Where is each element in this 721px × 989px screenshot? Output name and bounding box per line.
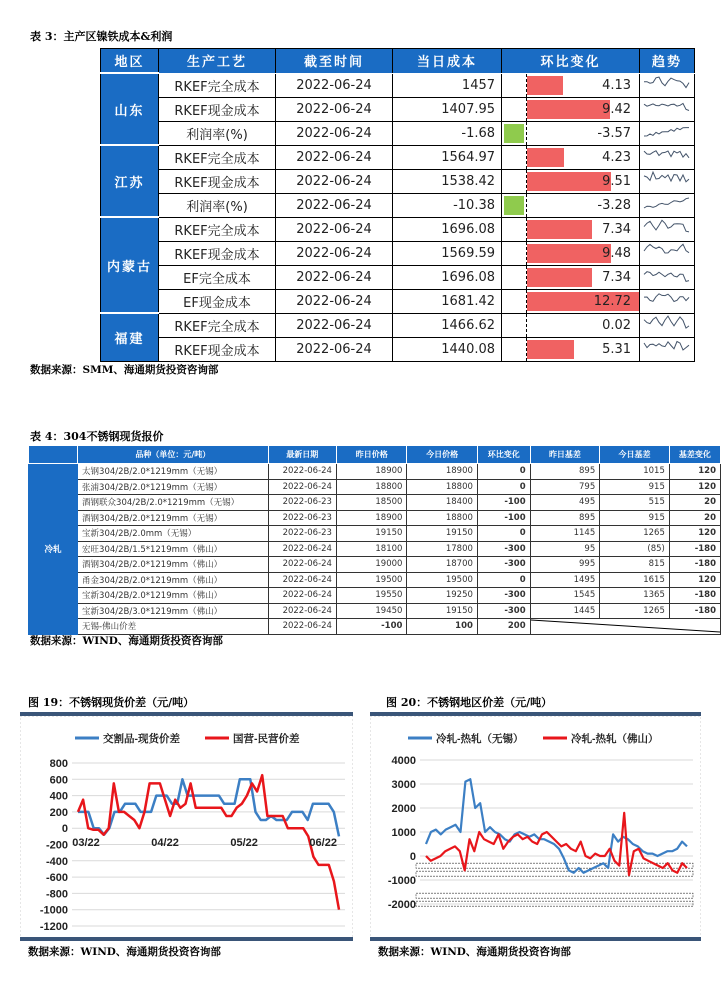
basis-change-cell: -180 [669,588,720,604]
negative-bar-cell [502,265,527,289]
col-header [29,446,78,464]
change-cell [527,193,640,217]
product-cell: 酒钢304/2B/2.0*1219mm（佛山） [78,557,269,573]
chart19-title: 图 19：不锈钢现货价差（元/吨） [28,696,195,709]
trend-sparkline [642,194,692,213]
date-cell: 2022-06-24 [276,289,393,313]
date-cell: 2022-06-24 [276,313,393,337]
negative-bar-cell [502,193,527,217]
table-row [101,193,695,217]
region-cell: 山东 [101,73,159,145]
table-row [101,337,695,361]
yesterday-price-cell: 18800 [336,479,406,495]
trend-cell [640,145,695,169]
y-tick-label: -800 [45,888,68,901]
today-basis-cell: 915 [600,479,670,495]
date-cell: 2022-06-23 [268,526,336,542]
yesterday-price-cell: 18900 [336,464,406,480]
cost-cell: 1696.08 [393,265,502,289]
trend-cell [640,169,695,193]
date-cell: 2022-06-24 [276,337,393,361]
change-value: 4.13 [602,77,632,93]
today-basis-cell: 1365 [600,588,670,604]
yesterday-price-cell: 18100 [336,541,406,557]
today-price-cell: 19500 [407,572,477,588]
product-cell: 酒钢304/2B/2.0*1219mm（无锡） [78,510,269,526]
table-row [29,557,721,573]
chart20-title: 图 20：不锈钢地区价差（元/吨） [386,696,553,709]
product-cell: 太钢304/2B/2.0*1219mm（无锡） [78,464,269,480]
change-value: 0.02 [602,317,632,333]
negative-bar-cell [502,145,527,169]
date-cell: 2022-06-24 [276,193,393,217]
col-header: 昨日价格 [336,446,406,464]
today-price-cell: 19150 [407,603,477,619]
change-value: 9.51 [602,173,632,189]
process-cell: EF完全成本 [159,265,276,289]
table-row [101,145,695,169]
date-cell: 2022-06-24 [268,603,336,619]
chart19-frame [20,712,353,941]
yesterday-price-cell: 19450 [336,603,406,619]
yesterday-basis-cell: 895 [530,510,600,526]
yesterday-price-cell: 19550 [336,588,406,604]
price-change-cell: 0 [477,464,530,480]
y-tick-label: 4000 [391,755,416,767]
col-header: 最新日期 [268,446,336,464]
table-row [29,541,721,557]
yesterday-price-cell: -100 [336,619,406,635]
cost-cell: -10.38 [393,193,502,217]
yesterday-price-cell: 19500 [336,572,406,588]
negative-bar-cell [502,97,527,121]
basis-change-cell: 120 [669,572,720,588]
table-row [101,217,695,241]
date-cell: 2022-06-24 [268,557,336,573]
yesterday-price-cell: 19150 [336,526,406,542]
y-tick-label: 200 [49,806,68,819]
today-basis-cell: 1265 [600,526,670,542]
change-value: 4.23 [602,149,632,165]
process-cell: RKEF完全成本 [159,73,276,97]
today-basis-cell: 515 [600,495,670,511]
trend-cell [640,97,695,121]
nickel-pig-iron-cost-table [100,48,695,362]
date-cell: 2022-06-24 [268,464,336,480]
table3-caption: 表 3：主产区镍铁成本&利润 [30,30,173,43]
y-tick-label: 0 [409,851,416,863]
change-value: -3.57 [597,125,632,141]
spot-spread-line-chart [20,716,353,941]
trend-sparkline [642,338,692,357]
date-cell: 2022-06-24 [276,97,393,121]
col-header: 环比变化 [477,446,530,464]
date-cell: 2022-06-24 [268,619,336,635]
yesterday-basis-cell: 1145 [530,526,600,542]
y-tick-label: -600 [45,872,68,885]
change-cell [527,73,640,97]
legend-label: 冷轧-热轧（无锡） [436,733,524,745]
price-change-cell: 200 [477,619,530,635]
yesterday-basis-cell: 995 [530,557,600,573]
process-cell: 利润率(%) [159,193,276,217]
date-cell: 2022-06-24 [268,479,336,495]
header-row [101,49,695,74]
trend-sparkline [642,146,692,165]
cost-cell: 1466.62 [393,313,502,337]
process-cell: RKEF现金成本 [159,337,276,361]
price-change-cell: 0 [477,572,530,588]
change-value: 7.34 [602,221,632,237]
today-basis-cell: 915 [600,510,670,526]
category-cell: 冷轧 [29,464,78,635]
x-tick-label: 06/22 [309,837,337,850]
y-tick-label: 1000 [391,827,416,839]
change-cell [527,289,640,313]
price-change-cell: 0 [477,479,530,495]
trend-sparkline [642,218,692,237]
negative-bar-cell [502,289,527,313]
today-price-cell: 18800 [407,479,477,495]
product-cell: 甬金304/2B/2.0*1219mm（佛山） [78,572,269,588]
process-cell: RKEF完全成本 [159,313,276,337]
product-cell: 无锡-佛山价差 [78,619,269,635]
empty-diagonal-cell [530,619,720,635]
col-header: 生产工艺 [159,49,276,74]
table-row [101,241,695,265]
negative-bar [504,124,524,143]
col-header: 基差变化 [669,446,720,464]
basis-change-cell: -180 [669,603,720,619]
negative-bar [504,196,524,215]
table-row [101,169,695,193]
process-cell: EF现金成本 [159,289,276,313]
trend-sparkline [642,122,692,141]
trend-sparkline [642,290,692,309]
yesterday-basis-cell: 1495 [530,572,600,588]
col-header: 趋势 [640,49,695,74]
product-cell: 宏旺304/2B/1.5*1219mm（佛山） [78,541,269,557]
date-cell: 2022-06-24 [276,73,393,97]
price-change-cell: -300 [477,603,530,619]
cost-cell: 1696.08 [393,217,502,241]
yesterday-basis-cell: 795 [530,479,600,495]
regional-spread-line-chart [370,716,701,941]
y-tick-label: 800 [49,758,68,770]
yesterday-price-cell: 18900 [336,510,406,526]
date-cell: 2022-06-23 [268,510,336,526]
trend-sparkline [642,170,692,189]
negative-bar-cell [502,337,527,361]
yesterday-basis-cell: 495 [530,495,600,511]
table-row [29,495,721,511]
today-basis-cell: (85) [600,541,670,557]
table-row [29,510,721,526]
table-row [29,526,721,542]
change-cell [527,169,640,193]
change-value: 12.72 [593,293,632,309]
legend-label: 冷轧-热轧（佛山） [571,733,659,745]
yesterday-basis-cell: 1445 [530,603,600,619]
trend-cell [640,265,695,289]
header-row [29,446,721,464]
today-basis-cell: 815 [600,557,670,573]
trend-cell [640,73,695,97]
y-tick-label: -2000 [387,899,416,911]
process-cell: RKEF现金成本 [159,241,276,265]
trend-cell [640,121,695,145]
today-price-cell: 19150 [407,526,477,542]
product-cell: 酒钢联众304/2B/2.0*1219mm（无锡） [78,495,269,511]
trend-sparkline [642,266,692,285]
price-change-cell: -100 [477,510,530,526]
negative-bar-cell [502,169,527,193]
price-change-cell: 0 [477,526,530,542]
trend-cell [640,313,695,337]
yesterday-price-cell: 19000 [336,557,406,573]
process-cell: RKEF现金成本 [159,97,276,121]
region-cell: 福建 [101,313,159,361]
table-row [29,572,721,588]
table-row [29,603,721,619]
change-value: -3.28 [597,197,632,213]
cost-cell: 1569.59 [393,241,502,265]
cost-cell: 1681.42 [393,289,502,313]
y-tick-label: 400 [49,790,68,803]
process-cell: RKEF现金成本 [159,169,276,193]
y-tick-label: 0 [61,823,68,836]
basis-change-cell: 20 [669,495,720,511]
y-tick-label: 3000 [391,779,416,791]
product-cell: 宝新304/2B/2.0*1219mm（佛山） [78,588,269,604]
today-price-cell: 19250 [407,588,477,604]
price-change-cell: -300 [477,541,530,557]
price-change-cell: -300 [477,588,530,604]
today-price-cell: 18400 [407,495,477,511]
change-cell [527,121,640,145]
today-basis-cell: 1615 [600,572,670,588]
col-header: 当日成本 [393,49,502,74]
negative-bar-cell [502,73,527,97]
table-row [101,289,695,313]
today-price-cell: 100 [407,619,477,635]
trend-sparkline [642,242,692,261]
change-cell [527,97,640,121]
change-cell [527,337,640,361]
negative-bar-cell [502,313,527,337]
table-row [101,265,695,289]
table-row [29,479,721,495]
product-cell: 张浦304/2B/2.0*1219mm（无锡） [78,479,269,495]
y-tick-label: -1000 [387,875,416,887]
negative-bar-cell [502,217,527,241]
y-tick-label: 600 [49,774,68,787]
change-cell [527,217,640,241]
y-tick-label: -200 [45,839,68,852]
chart20-frame [370,712,701,941]
basis-change-cell: 20 [669,510,720,526]
x-tick-label: 05/22 [230,837,258,850]
trend-sparkline [642,98,692,117]
col-header: 今日基差 [600,446,670,464]
yesterday-basis-cell: 895 [530,464,600,480]
price-change-cell: -100 [477,495,530,511]
today-basis-cell: 1265 [600,603,670,619]
cost-cell: 1407.95 [393,97,502,121]
legend-label: 国营-民营价差 [233,733,300,745]
chart19-source-bar [20,937,353,963]
yesterday-price-cell: 18500 [336,495,406,511]
basis-change-cell: -180 [669,541,720,557]
col-header: 截至时间 [276,49,393,74]
date-cell: 2022-06-24 [268,572,336,588]
date-cell: 2022-06-24 [268,541,336,557]
negative-bar-cell [502,241,527,265]
today-price-cell: 18900 [407,464,477,480]
trend-cell [640,241,695,265]
y-tick-label: -400 [45,855,68,868]
date-cell: 2022-06-24 [276,241,393,265]
product-cell: 宝新304/2B/2.0mm（无锡） [78,526,269,542]
chart20-source-bar [370,937,701,963]
trend-cell [640,193,695,217]
table-row [101,121,695,145]
cost-cell: 1538.42 [393,169,502,193]
table4-caption: 表 4：304不锈钢现货报价 [30,430,164,443]
date-cell: 2022-06-24 [276,265,393,289]
table-row [101,73,695,97]
yesterday-basis-cell: 1545 [530,588,600,604]
change-value: 5.31 [602,341,632,357]
trend-cell [640,217,695,241]
basis-change-cell: 120 [669,479,720,495]
negative-bar-cell [502,121,527,145]
diagonal-line [531,619,720,633]
today-basis-cell: 1015 [600,464,670,480]
y-tick-label: 2000 [391,803,416,815]
table-row [29,464,721,480]
yesterday-basis-cell: 95 [530,541,600,557]
basis-change-cell: 120 [669,526,720,542]
trend-sparkline [642,74,692,93]
change-cell [527,313,640,337]
table-row [101,97,695,121]
date-cell: 2022-06-24 [276,169,393,193]
cost-cell: 1564.97 [393,145,502,169]
date-cell: 2022-06-24 [276,217,393,241]
today-price-cell: 17800 [407,541,477,557]
x-tick-label: 03/22 [72,837,100,850]
legend-label: 交割品-现货价差 [103,733,180,745]
col-header: 昨日基差 [530,446,600,464]
cost-cell: -1.68 [393,121,502,145]
col-header: 今日价格 [407,446,477,464]
date-cell: 2022-06-23 [268,495,336,511]
process-cell: 利润率(%) [159,121,276,145]
table3-source: 数据来源：SMM、海通期货投资咨询部 [30,364,219,376]
cost-cell: 1457 [393,73,502,97]
region-cell: 内蒙古 [101,217,159,313]
stainless-spot-price-table [28,445,721,635]
trend-sparkline [642,314,692,333]
col-header: 环比变化 [502,49,640,74]
y-tick-label: -1000 [39,904,68,917]
today-price-cell: 18800 [407,510,477,526]
change-cell [527,145,640,169]
change-cell [527,265,640,289]
date-cell: 2022-06-24 [268,588,336,604]
table-row [101,313,695,337]
table-row [29,619,721,635]
col-header: 品种（单位：元/吨） [78,446,269,464]
date-cell: 2022-06-24 [276,145,393,169]
basis-change-cell: -180 [669,557,720,573]
table4-source: 数据来源：WIND、海通期货投资咨询部 [30,635,223,647]
trend-cell [640,337,695,361]
change-value: 7.34 [602,269,632,285]
col-header: 地区 [101,49,159,74]
process-cell: RKEF完全成本 [159,217,276,241]
chart19-source: 数据来源：WIND、海通期货投资咨询部 [28,946,221,958]
change-cell [527,241,640,265]
region-cell: 江苏 [101,145,159,217]
cost-cell: 1440.08 [393,337,502,361]
x-tick-label: 04/22 [151,837,179,850]
price-change-cell: -300 [477,557,530,573]
product-cell: 宝新304/2B/3.0*1219mm（佛山） [78,603,269,619]
process-cell: RKEF完全成本 [159,145,276,169]
change-value: 9.48 [602,245,632,261]
basis-change-cell: 120 [669,464,720,480]
today-price-cell: 18700 [407,557,477,573]
table-row [29,588,721,604]
chart20-source: 数据来源：WIND、海通期货投资咨询部 [378,946,571,958]
date-cell: 2022-06-24 [276,121,393,145]
trend-cell [640,289,695,313]
y-tick-label: -1200 [39,921,68,933]
change-value: 9.42 [602,101,632,117]
